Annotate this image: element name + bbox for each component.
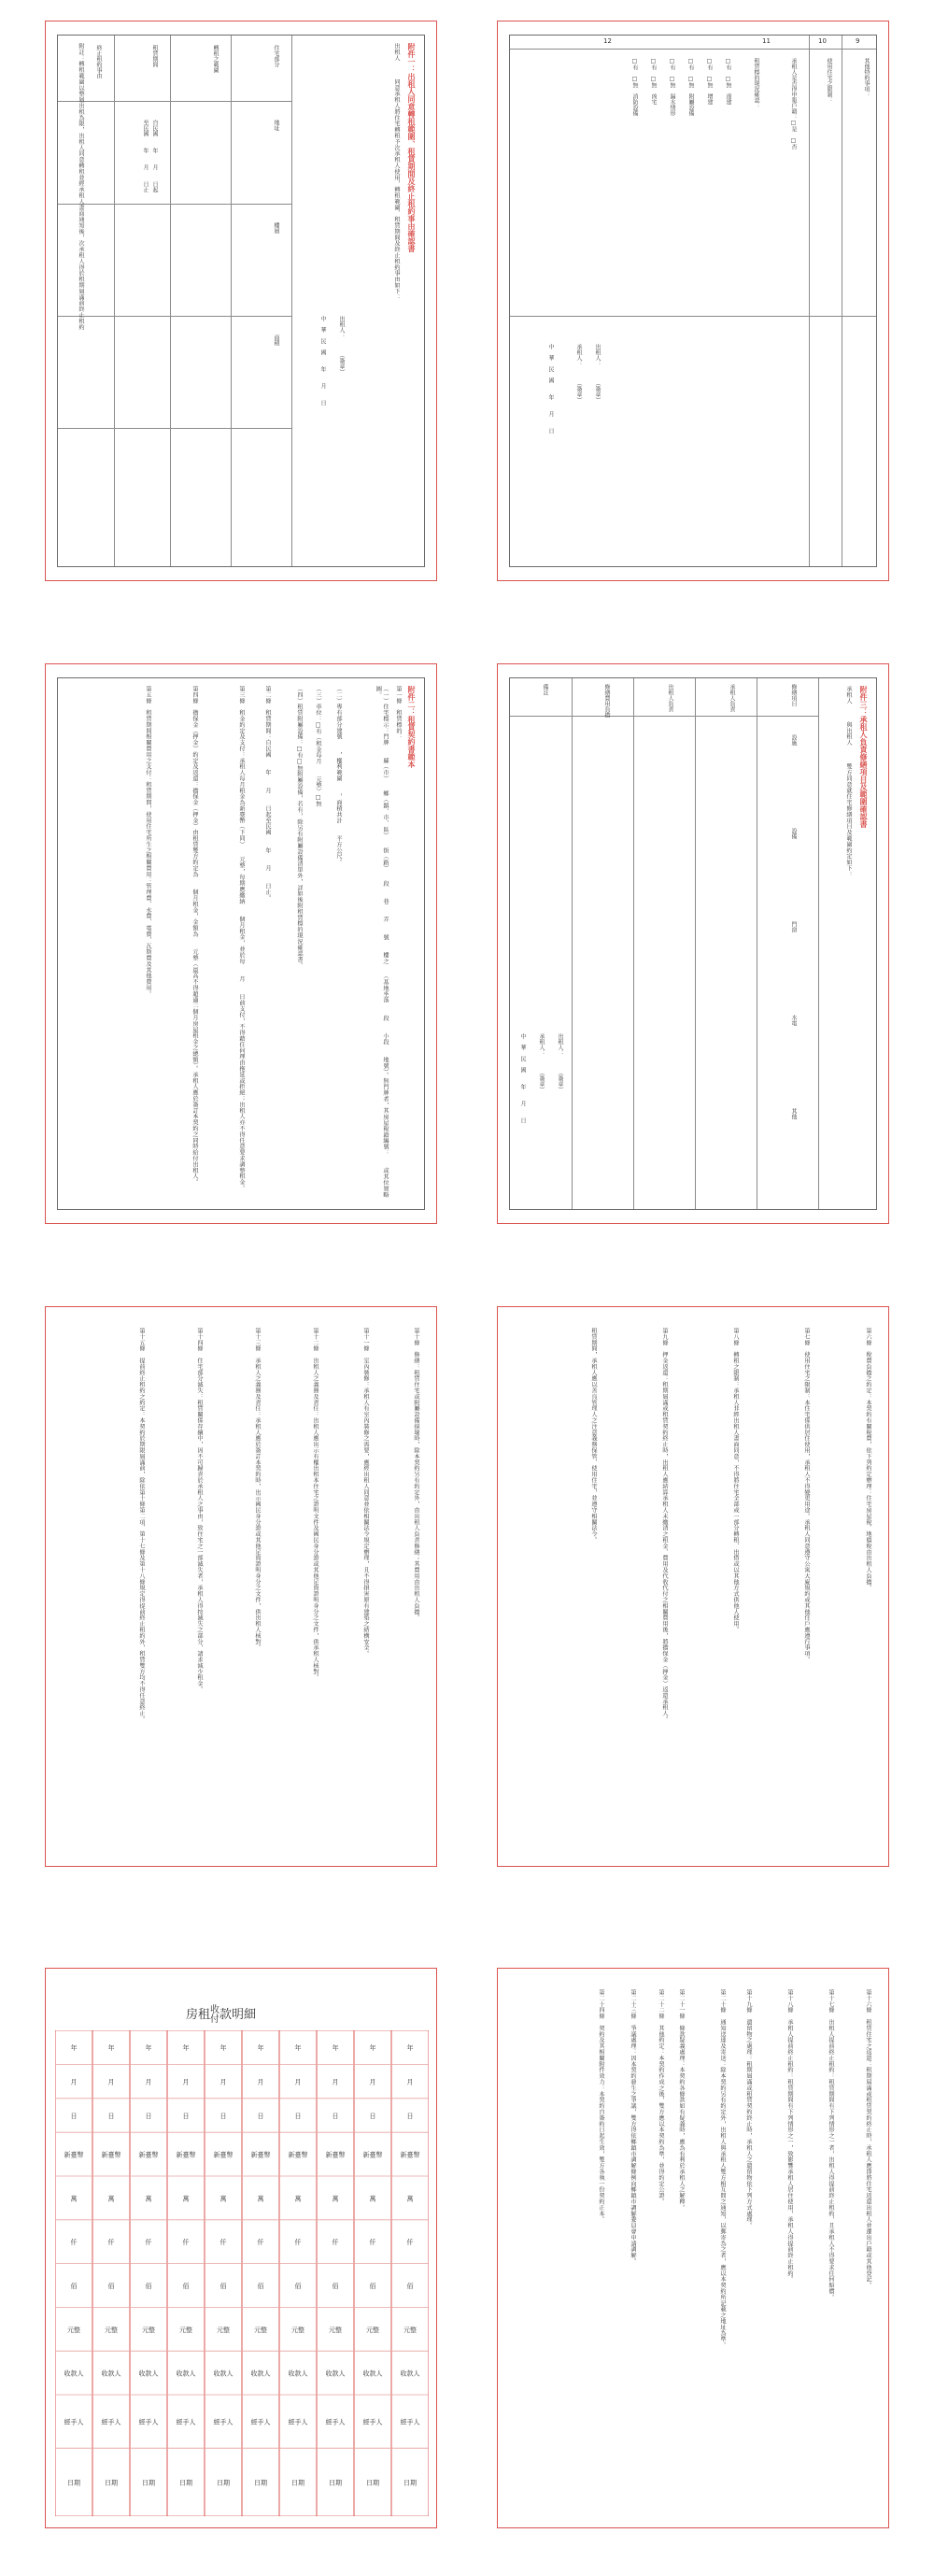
page-2-item-4: □有 □無 凶宅 bbox=[650, 58, 657, 105]
table-cell-label: 仟 bbox=[70, 2239, 78, 2247]
table-cell-label: 收款人 bbox=[250, 2370, 271, 2378]
page-1-row-1: 樓層 bbox=[273, 222, 279, 234]
page-7 bbox=[45, 1968, 437, 2528]
table-cell-label: 佰 bbox=[70, 2283, 78, 2290]
page-2-frame bbox=[509, 35, 877, 567]
table-cell-label: 日期 bbox=[179, 2479, 192, 2487]
table-cell-label: 元整 bbox=[179, 2326, 192, 2334]
table-cell-label: 萬 bbox=[369, 2195, 376, 2203]
table-cell-label: 日期 bbox=[329, 2479, 342, 2487]
table-cell-label: 日 bbox=[70, 2113, 78, 2120]
page-2-mid-rule bbox=[510, 316, 876, 317]
page-4-header-3: 修繕費用負擔 bbox=[603, 684, 610, 718]
page-6 bbox=[497, 1306, 889, 1867]
page-8 bbox=[497, 1968, 889, 2528]
table-cell-label: 月 bbox=[182, 2078, 190, 2086]
page-5 bbox=[45, 1306, 437, 1867]
table-cell-label: 佰 bbox=[332, 2283, 339, 2290]
page-3 bbox=[45, 663, 437, 1224]
table-cell-label: 月 bbox=[332, 2078, 339, 2086]
page-8-para-6: 第二十二條 其他約定：本契約作成之後，雙方應以本契約為準，並得約定公證。 bbox=[658, 1989, 664, 2205]
table-cell-label: 新臺幣 bbox=[250, 2151, 271, 2159]
page-6-para-1: 第七條 使用住宅之限制：本住宅係供居住使用，承租人不得變更用途。承租人同意遵守公寓大廈規約或其他住戶應遵行事項。 bbox=[803, 1328, 810, 1663]
table-cell-label: 萬 bbox=[182, 2195, 190, 2203]
page-8-para-1: 第十七條 出租人提前終止租約：租賃期間有下列情形之一者，出租人得提前終止租約，且承租人不得要求任何賠償。 bbox=[828, 1989, 834, 2300]
table-cell-label: 新臺幣 bbox=[400, 2151, 420, 2159]
table-cell-label: 收款人 bbox=[362, 2370, 383, 2378]
table-cell-label: 佰 bbox=[219, 2283, 227, 2290]
table-cell-label: 收款人 bbox=[64, 2370, 84, 2378]
table-cell-label: 新臺幣 bbox=[213, 2151, 234, 2159]
table-cell-label: 經手人 bbox=[138, 2418, 159, 2427]
table-cell-label: 經手人 bbox=[176, 2418, 196, 2427]
table-cell-label: 經手人 bbox=[362, 2418, 383, 2427]
table-cell-label: 經手人 bbox=[400, 2418, 420, 2427]
page-8-para-2: 第十八條 承租人提前終止租約：租賃期間有下列情形之一，致影響承租人居住使用，承租人得提前終止租約。 bbox=[786, 1989, 793, 2283]
page-8-para-5: 第二十一條 條款疑義處理：本契約各條款如有疑義時，應為有利於承租人之解釋。 bbox=[678, 1989, 685, 2211]
table-cell-label: 仟 bbox=[257, 2239, 264, 2247]
page-1-hline-a bbox=[58, 101, 291, 102]
page-4-row-2: 門窗 bbox=[790, 921, 797, 932]
table-cell-label: 萬 bbox=[257, 2195, 264, 2203]
table-cell-label: 佰 bbox=[294, 2283, 302, 2290]
table-cell-label: 仟 bbox=[294, 2239, 302, 2247]
page-5-para-5: 第十五條 提前終止租約之約定：本契約於期限屆滿前，除依第十條第二項、第十七條及第十八條規定得提前終止租約外，租賃雙方均不得任意終止。 bbox=[138, 1328, 145, 1723]
page-1-period-from: 自民國 年 月 日起 bbox=[151, 120, 158, 192]
table-cell-label: 日 bbox=[406, 2113, 414, 2120]
table-cell-label: 萬 bbox=[406, 2195, 414, 2203]
table-cell-label: 元整 bbox=[254, 2326, 267, 2334]
table-cell-label: 日期 bbox=[142, 2479, 155, 2487]
table-cell-label: 仟 bbox=[145, 2239, 152, 2247]
table-cell-label: 日期 bbox=[366, 2479, 379, 2487]
page-4-signer2: 承租人： （簽章） bbox=[538, 1033, 545, 1092]
page-2-c11: 承租人是否得申報戶籍：□是 □否 bbox=[790, 58, 797, 149]
table-cell-label: 萬 bbox=[70, 2195, 78, 2203]
page-2-signer2: 承租人： （簽章） bbox=[575, 344, 582, 403]
page-1-col-c bbox=[231, 36, 232, 566]
table-cell-label: 日 bbox=[257, 2113, 264, 2120]
page-3-para-3: （三）車位：□有（租金每月 元整）□無 bbox=[315, 686, 321, 807]
page-1-header-1: 轉租之範圍 bbox=[212, 45, 219, 73]
page-2 bbox=[497, 21, 889, 581]
page-7-title bbox=[186, 2004, 256, 2025]
table-cell-label: 日期 bbox=[254, 2479, 267, 2487]
table-cell-label: 月 bbox=[294, 2078, 302, 2086]
page-1-row-0: 地址 bbox=[273, 120, 279, 131]
table-cell-label: 日期 bbox=[217, 2479, 230, 2487]
table-cell-label: 元整 bbox=[105, 2326, 118, 2334]
page-3-para-2: （二）專有部分建號 ，權利範圍 ，面積共計 平方公尺。 bbox=[335, 686, 342, 865]
page-6-para-2: 第八條 轉租之限制：承租人非經出租人書面同意，不得將住宅全部或一部分轉租、出借或以其他方式供他人使用。 bbox=[732, 1328, 739, 1633]
page-7-title-a: 房租 bbox=[186, 2008, 211, 2022]
table-cell-label: 月 bbox=[145, 2078, 152, 2086]
page-8-para-8: 第二十四條 契約及其相關附件效力：本契約自簽約日起生效，雙方各執一份契約正本。 bbox=[598, 1989, 604, 2223]
page-2-item-5: □有 □無 消防設備 bbox=[631, 58, 638, 116]
page-3-para-1: （一）住宅標示：門牌 縣（市） 鄉（鎮、市、區） 街（路） 段 巷 弄 號 樓之 （基地坐落 段 小段 地號）。無門牌者，其房屋稅籍編號： 或其位置略圖。 bbox=[375, 686, 389, 1198]
table-cell-label: 新臺幣 bbox=[138, 2151, 159, 2159]
page-1-title: 附件一：出租人同意轉租範圍、租賃期間及終止租約事由確認書 bbox=[407, 43, 416, 252]
table-cell-label: 元整 bbox=[291, 2326, 304, 2334]
table-cell-label: 收款人 bbox=[138, 2370, 159, 2378]
page-4-date: 中 華 民 國 年 月 日 bbox=[519, 1033, 526, 1123]
page-1-hline-d bbox=[58, 428, 291, 429]
table-cell-label: 收款人 bbox=[176, 2370, 196, 2378]
table-cell-label: 年 bbox=[219, 2044, 227, 2053]
table-cell-label: 仟 bbox=[369, 2239, 376, 2247]
page-5-para-4: 第十四條 住宅部分滅失：租賃關係存續中，因不可歸責於承租人之事由，致住宅之一部滅失者，承租人得按滅失之部分，請求減少租金。 bbox=[196, 1328, 203, 1693]
table-cell-label: 仟 bbox=[182, 2239, 190, 2247]
table-cell-label: 仟 bbox=[406, 2239, 414, 2247]
table-cell-label: 經手人 bbox=[288, 2418, 308, 2427]
page-4-col-a bbox=[572, 678, 573, 1209]
table-cell-label: 經手人 bbox=[101, 2418, 121, 2427]
page-4-header-1: 承租人負責 bbox=[729, 684, 735, 712]
page-2-c12: 租賃標的現況確認： bbox=[753, 58, 759, 108]
page-1-rule bbox=[291, 36, 292, 566]
table-cell-label: 日期 bbox=[291, 2479, 304, 2487]
table-cell-label: 日期 bbox=[105, 2479, 118, 2487]
table-cell-label: 年 bbox=[369, 2044, 376, 2053]
page-2-signer1: 出租人： （簽章） bbox=[594, 344, 601, 403]
page-5-para-2: 第十二條 出租人之義務及責任：出租人應出示有權出租本住宅之證明文件及國民身分證或其他足資證明身分之文件，供承租人核對。 bbox=[312, 1328, 318, 1681]
table-cell-label: 仟 bbox=[107, 2239, 115, 2247]
table-cell-label: 月 bbox=[70, 2078, 78, 2086]
page-4-signer1: 出租人： （簽章） bbox=[557, 1033, 563, 1092]
table-cell-label: 年 bbox=[406, 2044, 414, 2053]
table-cell-label: 月 bbox=[257, 2078, 264, 2086]
page-5-para-1: 第十一條 室內裝修：承租人有室內裝修之需要，應經出租人同意並依相關法令規定辦理，且不得損害原有建築之結構安全。 bbox=[362, 1328, 369, 1657]
table-cell-label: 佰 bbox=[257, 2283, 264, 2290]
page-4-header-4: 備註 bbox=[542, 684, 548, 695]
table-cell-label: 經手人 bbox=[213, 2418, 234, 2427]
page-2-colnum-9: 9 bbox=[856, 37, 860, 45]
page-4-row-3: 水電 bbox=[790, 1015, 797, 1026]
page-1-hline-b bbox=[58, 204, 291, 205]
page-2-rule-a bbox=[809, 36, 810, 566]
page-1-hline-c bbox=[58, 316, 291, 317]
page-4-row-0: 設施 bbox=[790, 734, 797, 746]
page-3-para-0: 第一條 租賃標的： bbox=[395, 686, 402, 740]
table-cell-label: 日 bbox=[332, 2113, 339, 2120]
page-1-header-2: 租賃期間 bbox=[151, 45, 158, 67]
page-5-para-0: 第十條 修繕：租賃住宅或附屬設備損壞時，除本契約另有約定外，由出租人負責修繕；其費用由出租人負擔。 bbox=[413, 1328, 419, 1621]
page-4-header-0: 修繕項目 bbox=[790, 684, 797, 706]
page-4-col-c bbox=[695, 678, 696, 1209]
table-cell-label: 經手人 bbox=[250, 2418, 271, 2427]
page-7-title-b: 收 bbox=[210, 2004, 220, 2015]
table-cell-label: 年 bbox=[145, 2044, 152, 2053]
page-3-frame bbox=[57, 677, 425, 1210]
page-1-period-to: 至民國 年 月 日止 bbox=[142, 120, 149, 192]
table-cell-label: 元整 bbox=[403, 2326, 417, 2334]
payment-table bbox=[55, 2030, 429, 2516]
page-4-intro: 承租人 與出租人 雙方同意就住宅修繕項目及範圍約定如下： bbox=[845, 686, 852, 877]
page-2-c10: 使用住宅之限制： bbox=[826, 58, 832, 103]
table-cell-label: 萬 bbox=[294, 2195, 302, 2203]
page-4-rule-r bbox=[818, 678, 819, 1209]
page-1-note: 附註：轉租範圍以整層出租為限，出租人同意轉租並經承租人書面通知後，次承租人得於租期屆滿前終止租約 bbox=[78, 43, 84, 331]
page-2-item-3: □有 □無 漏水情形 bbox=[669, 58, 675, 116]
page-3-para-6: 第三條 租金約定及支付：承租人每月租金為新臺幣（下同） 元整，每期應繳納 個月租金，並於每 月 日前支付，不得藉任何理由拖延或拒絕；出租人亦不得任意要求調整租金。 bbox=[238, 686, 245, 1191]
page-3-para-7: 第四條 擔保金（押金）約定及返還：擔保金（押金）由租賃雙方約定為 個月租金，金額為 元整（最高不得超過二個月房屋租金之總額）。承租人應於簽訂本契約之同時給付出租人。 bbox=[191, 686, 198, 1186]
table-cell-label: 日 bbox=[369, 2113, 376, 2120]
page-4-header-2: 出租人負責 bbox=[667, 684, 673, 712]
page-8-para-3: 第十九條 遺留物之處理：租期屆滿或租賃契約終止時，承租人之遺留物依下列方式處理。 bbox=[745, 1989, 752, 2228]
table-cell-label: 新臺幣 bbox=[325, 2151, 346, 2159]
table-cell-label: 新臺幣 bbox=[64, 2151, 84, 2159]
table-cell-label: 佰 bbox=[145, 2283, 152, 2290]
table-cell-label: 經手人 bbox=[64, 2418, 84, 2427]
page-2-c9: 其他特約事項： bbox=[863, 58, 870, 97]
table-cell-label: 萬 bbox=[145, 2195, 152, 2203]
table-cell-label: 日 bbox=[182, 2113, 190, 2120]
page-4-frame bbox=[509, 677, 877, 1210]
page-1-signer: 出租人： （簽章） bbox=[338, 316, 345, 375]
table-cell-label: 仟 bbox=[332, 2239, 339, 2247]
page-2-item-0: □有 □無 違建 bbox=[725, 58, 731, 105]
page-6-para-0: 第六條 稅費負擔之約定：本契約有關稅費，依下列約定辦理：住宅房屋稅、地價稅由出租人負擔。 bbox=[865, 1328, 871, 1591]
table-cell-label: 新臺幣 bbox=[176, 2151, 196, 2159]
table-cell-label: 經手人 bbox=[325, 2418, 346, 2427]
table-cell-label: 仟 bbox=[219, 2239, 227, 2247]
page-2-item-2: □有 □無 附屬設備 bbox=[687, 58, 694, 116]
page-5-para-3: 第十三條 承租人之義務及責任：承租人應於簽訂本契約時，出示國民身分證或其他足資證明身分之文件，供出租人核對。 bbox=[254, 1328, 261, 1651]
page-2-item-1: □有 □無 增建 bbox=[706, 58, 713, 105]
table-cell-label: 佰 bbox=[406, 2283, 414, 2290]
page-6-frame bbox=[509, 1320, 877, 1853]
page-1-col-b bbox=[170, 36, 171, 566]
table-cell-label: 月 bbox=[107, 2078, 115, 2086]
page-3-para-4: （四）租賃附屬設備：□有□無附屬設備，若有，除另有附屬設備清單外，詳如後附租賃標的現況確認書。 bbox=[296, 686, 303, 969]
page-2-colnum-10: 10 bbox=[818, 37, 827, 45]
page-3-para-8: 第五條 租賃期間相關費用之支付：租賃期間，使用住宅所生之相關費用：管理費、水費、電費、瓦斯費及其他費用。 bbox=[145, 686, 151, 997]
table-cell-label: 年 bbox=[107, 2044, 115, 2053]
page-4-row-4: 其他 bbox=[790, 1108, 797, 1119]
page-2-colnum-11: 11 bbox=[762, 37, 771, 45]
table-cell-label: 元整 bbox=[142, 2326, 155, 2334]
page-8-para-4: 第二十條 通知送達及寄送：除本契約另有約定外，出租人與承租人雙方相互間之通知，以郵寄為之者，應以本契約所記載之地址為準。 bbox=[719, 1989, 726, 2348]
page-8-para-0: 第十六條 租賃住宅之返還：租期屆滿或租賃契約終止時，承租人應即將住宅返還出租人並遷出戶籍或其他登記。 bbox=[865, 1989, 871, 2288]
page-1-header-3: 終止租約事由 bbox=[95, 45, 102, 78]
page-8-para-7: 第二十三條 爭議處理：因本契約發生之爭議，雙方得依鄉鎮市調解條例向鄉鎮市調解委員會申請調解。 bbox=[630, 1989, 636, 2265]
page-4-row-1: 設備 bbox=[790, 828, 797, 839]
page-4-col-b bbox=[633, 678, 634, 1209]
page-3-para-5: 第二條 租賃期間：自民國 年 月 日起至民國 年 月 日止。 bbox=[264, 686, 271, 902]
table-cell-label: 元整 bbox=[217, 2326, 230, 2334]
page-4-title: 附件三：承租人負責修繕項目及範圍確認書 bbox=[859, 686, 868, 828]
table-cell-label: 年 bbox=[182, 2044, 190, 2053]
page-2-header-rule bbox=[510, 49, 876, 50]
table-cell-label: 月 bbox=[219, 2078, 227, 2086]
table-cell-label: 年 bbox=[294, 2044, 302, 2053]
page-8-frame bbox=[509, 1982, 877, 2514]
table-cell-label: 萬 bbox=[219, 2195, 227, 2203]
page-3-title: 附件二：租賃契約書範本 bbox=[407, 686, 416, 768]
table-cell-label: 月 bbox=[369, 2078, 376, 2086]
page-1 bbox=[45, 21, 437, 581]
table-cell-label: 日 bbox=[145, 2113, 152, 2120]
table-cell-label: 佰 bbox=[369, 2283, 376, 2290]
table-cell-label: 新臺幣 bbox=[288, 2151, 308, 2159]
page-5-frame bbox=[57, 1320, 425, 1853]
page-4-header-rule bbox=[510, 716, 818, 717]
page-7-title-d: 款明細 bbox=[219, 2008, 257, 2022]
page-1-row-2: 面積 bbox=[273, 334, 279, 346]
page-6-para-4: 租賃期間，承租人應以善良管理人之注意義務保管、使用住宅，並遵守相關法令。 bbox=[590, 1328, 597, 1544]
table-cell-label: 元整 bbox=[366, 2326, 379, 2334]
table-cell-label: 佰 bbox=[182, 2283, 190, 2290]
table-cell-label: 新臺幣 bbox=[101, 2151, 121, 2159]
table-cell-label: 佰 bbox=[107, 2283, 115, 2290]
table-cell-label: 收款人 bbox=[288, 2370, 308, 2378]
table-cell-label: 日期 bbox=[403, 2479, 417, 2487]
table-cell-label: 元整 bbox=[67, 2326, 80, 2334]
page-1-date: 中 華 民 國 年 月 日 bbox=[319, 316, 326, 406]
page-1-col-a bbox=[114, 36, 115, 566]
table-cell-label: 日 bbox=[294, 2113, 302, 2120]
table-cell-label: 萬 bbox=[107, 2195, 115, 2203]
table-cell-label: 日 bbox=[107, 2113, 115, 2120]
page-2-colnum-12: 12 bbox=[603, 37, 612, 45]
table-cell-label: 收款人 bbox=[400, 2370, 420, 2378]
table-cell-label: 收款人 bbox=[325, 2370, 346, 2378]
table-cell-label: 日期 bbox=[67, 2479, 80, 2487]
table-cell-label: 月 bbox=[406, 2078, 414, 2086]
page-7-title-c: 付 bbox=[210, 2014, 220, 2025]
page-2-date: 中 華 民 國 年 月 日 bbox=[547, 344, 554, 434]
page-4 bbox=[497, 663, 889, 1224]
page-1-intro: 出租人 同意承租人將住宅轉租予次承租人使用，轉租範圍、租賃期間及終止租約事由如下： bbox=[393, 43, 400, 301]
page-6-para-3: 第九條 押金返還：租期屆滿或租賃契約終止時，出租人應結算承租人未繳清之租金、費用及代收代付之相關費用後，將擔保金（押金）返還承租人。 bbox=[661, 1328, 668, 1723]
table-cell-label: 收款人 bbox=[213, 2370, 234, 2378]
table-cell-label: 年 bbox=[70, 2044, 78, 2053]
page-1-frame bbox=[57, 35, 425, 567]
table-cell-label: 年 bbox=[257, 2044, 264, 2053]
table-cell-label: 收款人 bbox=[101, 2370, 121, 2378]
table-cell-label: 日 bbox=[219, 2113, 227, 2120]
table-cell-label: 萬 bbox=[332, 2195, 339, 2203]
table-cell-label: 元整 bbox=[329, 2326, 342, 2334]
table-cell-label: 新臺幣 bbox=[362, 2151, 383, 2159]
page-1-header-0: 住宅部分 bbox=[273, 45, 279, 67]
table-cell-label: 年 bbox=[332, 2044, 339, 2053]
